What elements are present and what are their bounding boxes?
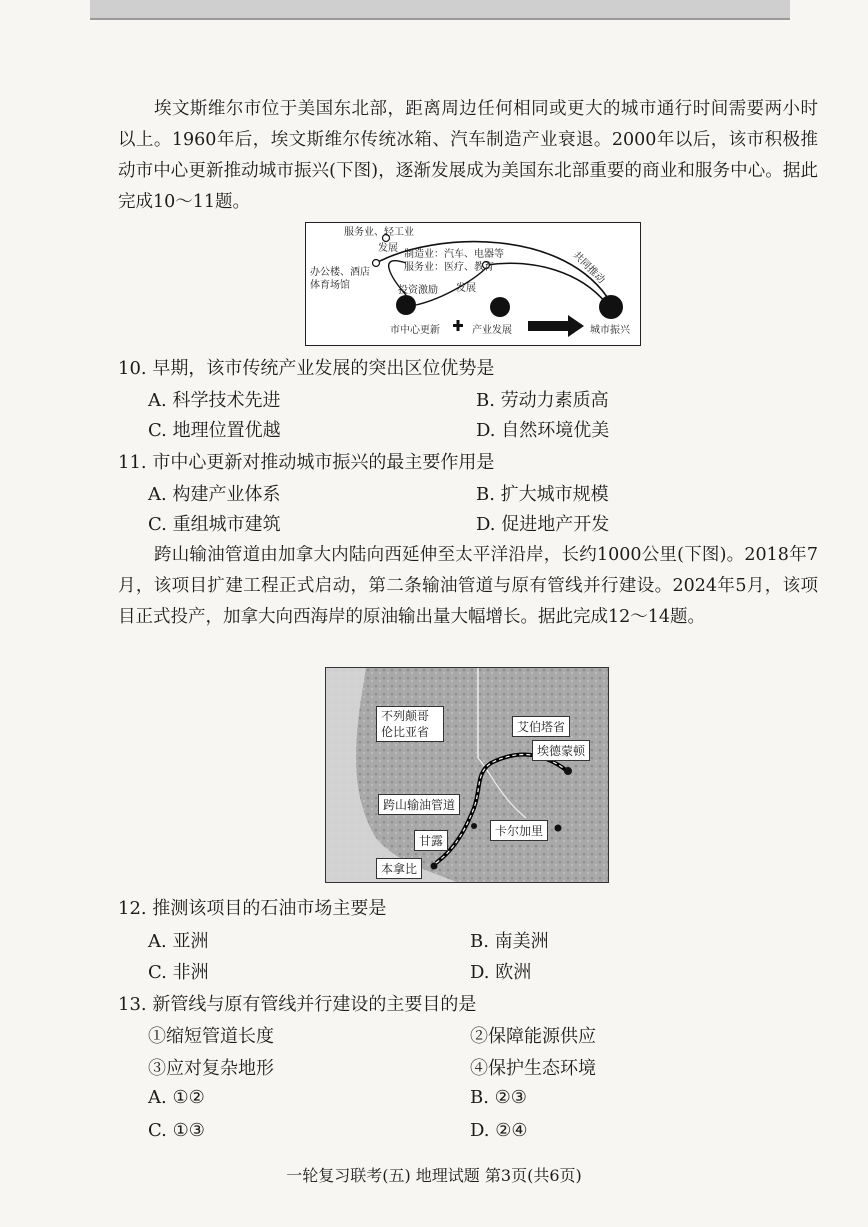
label-joint: 共同推动 (570, 249, 607, 286)
q13-statement-1: ①缩短管道长度 (148, 1026, 274, 1047)
q12-stem: 12. 推测该项目的石油市场主要是 (118, 898, 387, 919)
page-footer: 一轮复习联考(五) 地理试题 第3页(共6页) (286, 1166, 582, 1185)
q10-option-c: C. 地理位置优越 (148, 420, 281, 441)
label-revival: 城市振兴 (590, 325, 630, 336)
page-top-edge (90, 0, 790, 20)
q10-stem: 10. 早期，该市传统产业发展的突出区位优势是 (118, 358, 495, 379)
label-bc: 不列颠哥伦比亚省 (376, 706, 444, 742)
label-manufacturing: 制造业：汽车、电器等 (404, 249, 504, 260)
label-investment: 投资激励 (398, 285, 438, 296)
big-arrow (528, 315, 584, 337)
kamloops-dot (471, 823, 477, 829)
industry-node (490, 297, 510, 317)
label-develop-2: 发展 (456, 283, 476, 294)
downtown-node (396, 295, 416, 315)
passage-pipeline: 跨山输油管道由加拿大内陆向西延伸至太平洋沿岸，长约1000公里(下图)。2018年7月，该项目扩建工程正式启动，第二条输油管道与原有管线并行建设。2024年5月，该项目正式投产，加拿大向西海岸的原油输出量大幅增长。据此完成12～14题。 (118, 545, 818, 627)
q13-option-d: D. ②④ (470, 1120, 528, 1141)
q10-option-d: D. 自然环境优美 (476, 420, 610, 441)
q12-option-c: C. 非洲 (148, 962, 209, 983)
q12-option-d: D. 欧洲 (470, 962, 532, 983)
q10-option-b: B. 劳动力素质高 (476, 390, 609, 411)
label-service-light: 服务业、轻工业 (344, 227, 414, 238)
q10-option-a: A. 科学技术先进 (148, 390, 281, 411)
q11-option-a: A. 构建产业体系 (148, 484, 281, 505)
q13-option-c: C. ①③ (148, 1120, 205, 1141)
label-pipeline: 跨山输油管道 (378, 794, 460, 815)
calgary-dot (555, 825, 562, 832)
q13-statement-4: ④保护生态环境 (470, 1058, 596, 1079)
label-industry: 产业发展 (472, 325, 512, 336)
passage-evansville: 埃文斯维尔市位于美国东北部，距离周边任何相同或更大的城市通行时间需要两小时以上。1960年后，埃文斯维尔传统冰箱、汽车制造产业衰退。2000年以后，该市积极推动市中心更新推动城市振兴(下图)，逐渐发展成为美国东北部重要的商业和服务中心。据此完成10～11题。 (118, 99, 818, 212)
pipeline-map (325, 667, 609, 883)
q13-statement-3: ③应对复杂地形 (148, 1058, 274, 1079)
label-services: 服务业：医疗、教育 (404, 262, 494, 273)
label-calgary: 卡尔加里 (490, 820, 548, 841)
burnaby-dot (431, 863, 438, 870)
label-sports: 体育场馆 (310, 280, 350, 291)
q13-option-a: A. ①② (148, 1087, 205, 1108)
q13-stem: 13. 新管线与原有管线并行建设的主要目的是 (118, 994, 477, 1015)
revival-diagram (305, 222, 641, 346)
label-edmonton: 埃德蒙顿 (532, 740, 590, 761)
edmonton-dot (564, 767, 572, 775)
label-offices: 办公楼、酒店 (310, 267, 370, 278)
map-background (326, 668, 608, 882)
label-develop-1: 发展 (378, 243, 398, 254)
q12-option-b: B. 南美洲 (470, 931, 549, 952)
q11-option-b: B. 扩大城市规模 (476, 484, 609, 505)
q11-stem: 11. 市中心更新对推动城市振兴的最主要作用是 (118, 452, 495, 473)
q11-option-d: D. 促进地产开发 (476, 514, 610, 535)
label-burnaby: 本拿比 (376, 858, 422, 879)
q13-option-b: B. ②③ (470, 1087, 527, 1108)
label-kamloops: 甘露 (414, 830, 448, 851)
q13-statement-2: ②保障能源供应 (470, 1026, 596, 1047)
label-alberta: 艾伯塔省 (512, 716, 570, 737)
revival-node (599, 295, 623, 319)
q11-option-c: C. 重组城市建筑 (148, 514, 281, 535)
q12-option-a: A. 亚洲 (148, 931, 209, 952)
label-downtown: 市中心更新 (390, 325, 440, 336)
